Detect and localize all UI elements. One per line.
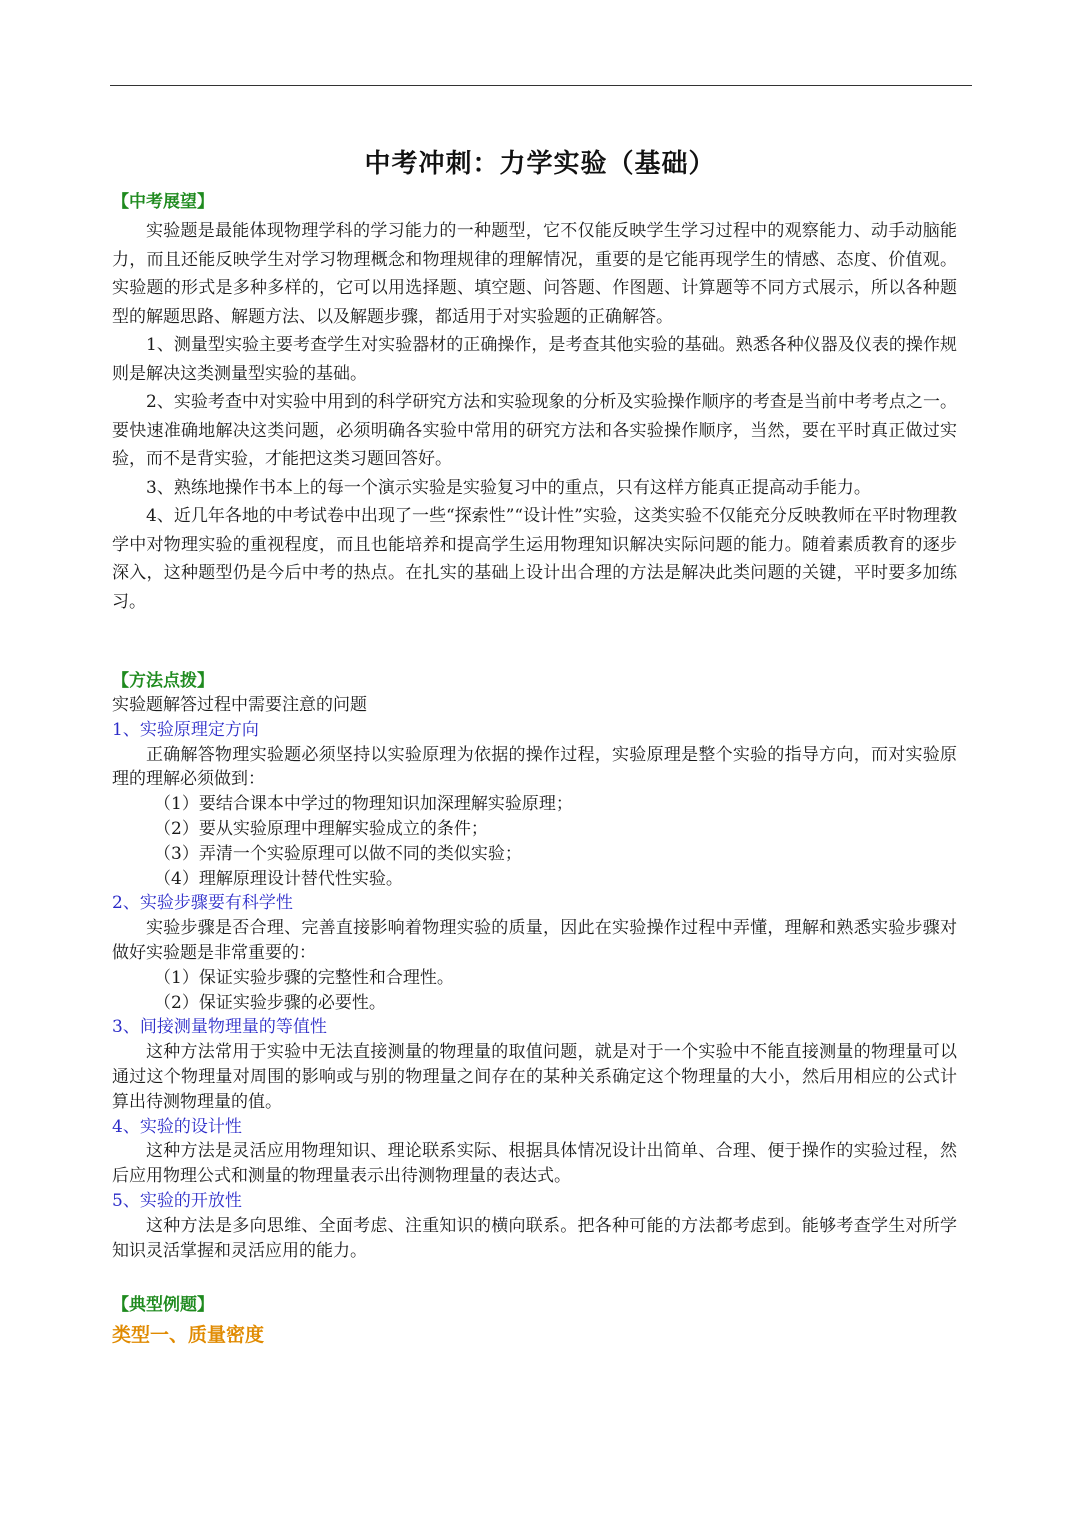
section-examples	[112, 1293, 957, 1349]
section-heading-outlook: 【中考展望】	[112, 192, 214, 212]
method-sub-1-1: （1）要结合课本中学过的物理知识加深理解实验原理；	[154, 794, 573, 815]
section-outlook	[112, 190, 957, 616]
method-sub-1-3: （3）弄清一个实验原理可以做不同的类似实验；	[154, 843, 522, 864]
page-title: 中考冲刺：力学实验（基础）	[364, 149, 716, 179]
method-sub-2-2: （2）保证实验步骤的必要性。	[154, 992, 386, 1013]
method-text-2: 实验步骤是否合理、完善直接影响着物理实验的质量，因此在实验操作过程中弄懂，理解和熟悉实验步骤对做好实验题是非常重要的：	[112, 918, 957, 963]
example-type-1: 类型一、质量密度	[112, 1324, 265, 1346]
method-text-5: 这种方法是多向思维、全面考虑、注重知识的横向联系。把各种可能的方法都考虑到。能够考查学生对所学知识灵活掌握和灵活应用的能力。	[112, 1215, 957, 1261]
section-methods	[112, 669, 957, 1263]
method-sub-1-4: （4）理解原理设计替代性实验。	[154, 868, 403, 889]
method-text-1: 正确解答物理实验题必须坚持以实验原理为依据的操作过程，实验原理是整个实验的指导方向，而对实验原理的理解必须做到：	[112, 744, 957, 790]
header-rule	[110, 85, 972, 86]
method-text-4: 这种方法是灵活应用物理知识、理论联系实际、根据具体情况设计出简单、合理、便于操作的实验过程，然后应用物理公式和测量的物理量表示出待测物理量的表达式。	[112, 1141, 957, 1187]
method-title-4: 4、实验的设计性	[112, 1116, 242, 1137]
method-title-5: 5、实验的开放性	[112, 1190, 242, 1211]
outlook-paragraph-3: 3、熟练地操作书本上的每一个演示实验是实验复习中的重点，只有这样方能真正提高动手能力。	[146, 477, 871, 498]
method-sub-2-1: （1）保证实验步骤的完整性和合理性。	[154, 967, 454, 988]
section-heading-methods: 【方法点拨】	[112, 671, 214, 691]
method-title-1: 1、实验原理定方向	[112, 719, 259, 740]
method-title-2: 2、实验步骤要有科学性	[112, 893, 293, 914]
method-text-3: 这种方法常用于实验中无法直接测量的物理量的取值问题，就是对于一个实验中不能直接测量的物理量可以通过这个物理量对周围的影响或与别的物理量之间存在的某种关系确定这个物理量的大小，然后用相应的公式计算出待测物理量的值。	[112, 1042, 957, 1112]
outlook-paragraph-2: 2、实验考查中对实验中用到的科学研究方法和实验现象的分析及实验操作顺序的考查是当前中考考点之一。要快速准确地解决这类问题，必须明确各实验中常用的研究方法和各实验操作顺序，当然，要在平时真正做过实验，而不是背实验，才能把这类习题回答好。	[112, 392, 957, 469]
section-heading-examples: 【典型例题】	[112, 1295, 214, 1315]
outlook-paragraph-intro: 实验题是最能体现物理学科的学习能力的一种题型，它不仅能反映学生学习过程中的观察能力、动手动脑能力，而且还能反映学生对学习物理概念和物理规律的理解情况，重要的是它能再现学生的情感、态度、价值观。实验题的形式是多种多样的，它可以用选择题、填空题、问答题、作图题、计算题等不同方式展示，所以各种题型的解题思路、解题方法、以及解题步骤，都适用于对实验题的正确解答。	[112, 221, 957, 327]
methods-intro: 实验题解答过程中需要注意的问题	[112, 695, 367, 715]
outlook-paragraph-4: 4、近几年各地的中考试卷中出现了一些“探索性”“设计性”实验，这类实验不仅能充分反映教师在平时物理教学中对物理实验的重视程度，而且也能培养和提高学生运用物理知识解决实际问题的能力。随着素质教育的逐步深入，这种题型仍是今后中考的热点。在扎实的基础上设计出合理的方法是解决此类问题的关键，平时要多加练习。	[112, 506, 957, 612]
method-sub-1-2: （2）要从实验原理中理解实验成立的条件；	[154, 818, 488, 839]
outlook-paragraph-1: 1、测量型实验主要考查学生对实验器材的正确操作，是考查其他实验的基础。熟悉各种仪器及仪表的操作规则是解决这类测量型实验的基础。	[112, 335, 957, 384]
method-title-3: 3、间接测量物理量的等值性	[112, 1017, 327, 1038]
